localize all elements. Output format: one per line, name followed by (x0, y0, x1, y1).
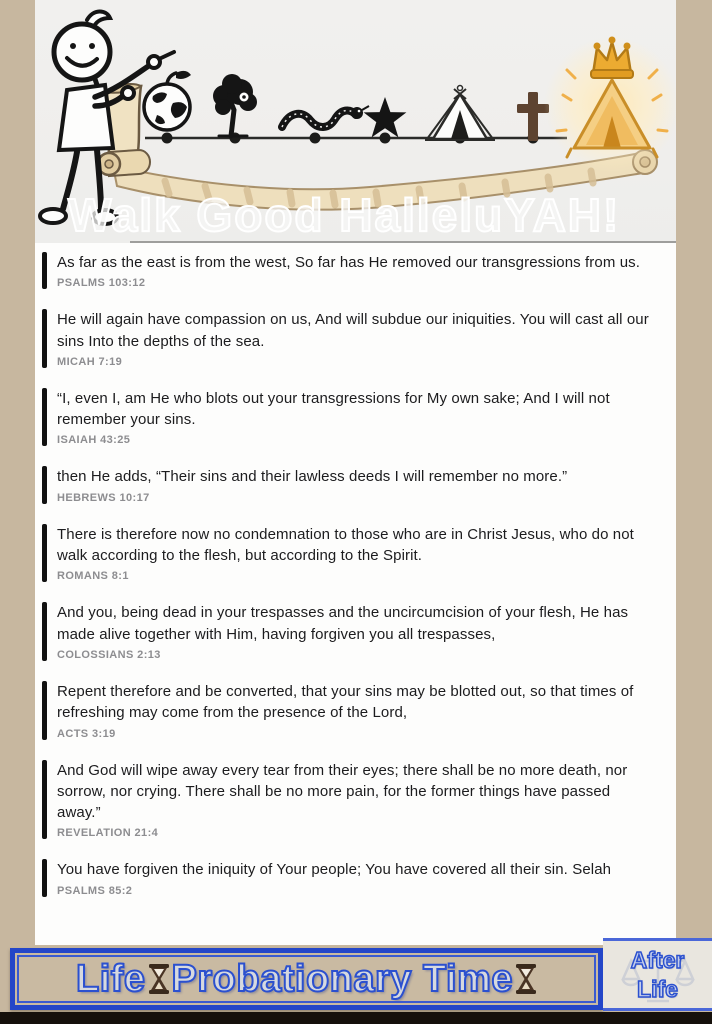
bottom-dark-strip (0, 1012, 712, 1024)
earth-icon (144, 71, 191, 130)
verse-reference: ROMANS 8:1 (57, 570, 129, 583)
quote-bar (42, 252, 47, 289)
quote-bar (42, 681, 47, 740)
verse-block (42, 466, 658, 503)
verse-block (42, 309, 658, 368)
banner-life-label: Life (75, 958, 146, 1000)
quote-bar (42, 309, 47, 368)
star-icon (364, 97, 407, 137)
verse-block (42, 252, 658, 289)
watermark-text: Walk Good HalleluYAH! (68, 189, 621, 241)
verse-reference: ACTS 3:19 (57, 727, 116, 740)
content-card (35, 0, 676, 945)
after-life-panel (603, 938, 712, 1011)
timeline (145, 133, 567, 144)
verse-text: He will again have compassion on us, And will subdue our iniquities. You will cast all our sins Into the depths of the sea. (57, 311, 649, 350)
quote-bar (42, 859, 47, 896)
verse-reference: REVELATION 21:4 (57, 827, 159, 840)
verse-text: You have forgiven the iniquity of Your people; You have covered all their sin. Selah (57, 861, 612, 879)
verse-text: Repent therefore and be converted, that your sins may be blotted out, so that times of refreshing may come from the presence of the Lord, (57, 682, 634, 722)
verse-reference: MICAH 7:19 (57, 355, 123, 368)
verse-block (42, 859, 658, 896)
verse-block (42, 602, 658, 661)
quote-bar (42, 388, 47, 447)
hourglass-icon (515, 964, 537, 994)
verse-text: There is therefore now no condemnation to those who are in Christ Jesus, who do not walk according to the flesh, but according to the Spirit. (57, 525, 634, 565)
quote-bar (42, 524, 47, 583)
verse-reference: ISAIAH 43:25 (57, 434, 131, 447)
verse-reference: PSALMS 85:2 (57, 884, 133, 897)
quote-bar (42, 466, 47, 503)
verse-reference: PSALMS 103:12 (57, 277, 146, 290)
banner-probationary-label: Probationary Time (171, 958, 513, 1000)
verse-block (42, 681, 658, 740)
snake-icon (282, 106, 369, 127)
quote-bar (42, 760, 47, 840)
verse-text: And you, being dead in your trespasses and the uncircumcision of your flesh, He has made alive together with Him, having forgiven you all trespasses, (57, 604, 629, 643)
tree-icon (213, 74, 257, 136)
verse-block (42, 524, 658, 583)
hourglass-icon (148, 964, 170, 994)
quote-bar (42, 602, 47, 661)
after-label-line1: After (630, 946, 685, 973)
verse-reference: COLOSSIANS 2:13 (57, 648, 161, 661)
cross-icon (517, 92, 549, 141)
banner-inner-frame (17, 955, 596, 1003)
verse-text: “I, even I, am He who blots out your transgressions for My own sake; And I will not remember your sins. (57, 389, 610, 429)
after-label-line2: Life (637, 975, 678, 1002)
verse-block (42, 388, 658, 447)
verse-text: And God will wipe away every tear from their eyes; there shall be no more death, nor sorrow, nor crying. There shall be no more pain, for the former things have passed away.” (57, 761, 628, 822)
crowned-tipi-icon (544, 37, 676, 174)
verse-reference: HEBREWS 10:17 (57, 491, 150, 504)
verse-list (35, 243, 676, 897)
verse-text: As far as the east is from the west, So far has He removed our transgressions from us. (57, 254, 641, 271)
verse-text: then He adds, “Their sins and their lawless deeds I will remember no more.” (57, 468, 568, 486)
verse-block (42, 760, 658, 840)
tent-icon (425, 86, 495, 141)
probationary-time-banner (10, 948, 603, 1010)
